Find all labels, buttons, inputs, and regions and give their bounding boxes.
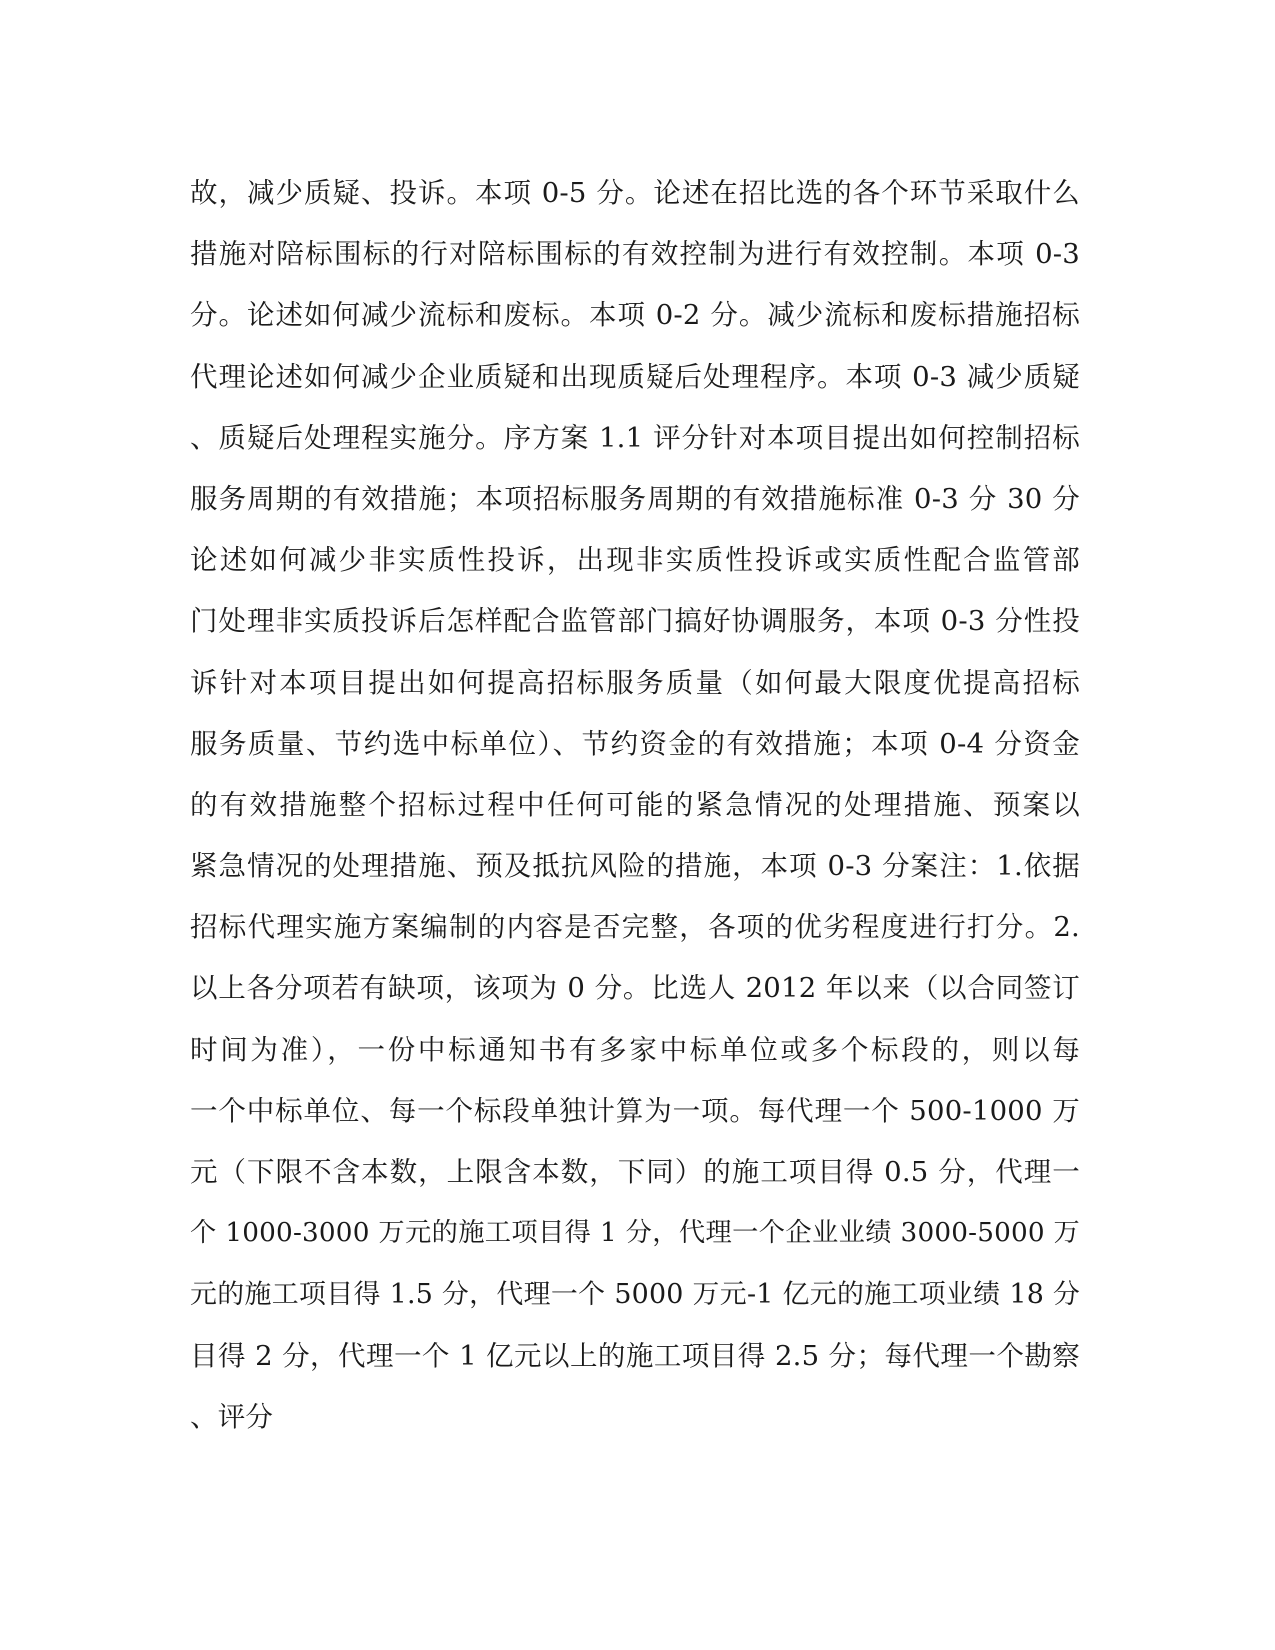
text-line: 服务周期的有效措施；本项招标服务周期的有效措施标准 0-3 分 30 分	[190, 482, 1080, 515]
text-line: 服务质量、节约选中标单位）、节约资金的有效措施；本项 0-4 分资金	[190, 727, 1080, 760]
text-line: 紧急情况的处理措施、预及抵抗风险的措施，本项 0-3 分案注：1.依据	[190, 850, 1080, 883]
text-line: 、质疑后处理程实施分。序方案 1.1 评分针对本项目提出如何控制招标	[190, 421, 1080, 454]
text-line: 招标代理实施方案编制的内容是否完整，各项的优劣程度进行打分。2.	[190, 911, 1080, 944]
text-line: 代理论述如何减少企业质疑和出现质疑后处理程序。本项 0-3 减少质疑	[190, 360, 1080, 393]
text-line: 故，减少质疑、投诉。本项 0-5 分。论述在招比选的各个环节采取什么	[190, 177, 1080, 209]
text-line: 一个中标单位、每一个标段单独计算为一项。每代理一个 500-1000 万	[190, 1094, 1080, 1127]
text-line: 诉针对本项目提出如何提高招标服务质量（如何最大限度优提高招标	[190, 666, 1080, 699]
text-line: 措施对陪标围标的行对陪标围标的有效控制为进行有效控制。本项 0-3	[190, 238, 1080, 271]
text-line: 分。论述如何减少流标和废标。本项 0-2 分。减少流标和废标措施招标	[190, 299, 1080, 332]
text-line: 门处理非实质投诉后怎样配合监管部门搞好协调服务，本项 0-3 分性投	[190, 605, 1080, 638]
text-line: 论述如何减少非实质性投诉，出现非实质性投诉或实质性配合监管部	[190, 544, 1080, 577]
body-text	[190, 163, 1080, 1448]
text-line: 的有效措施整个招标过程中任何可能的紧急情况的处理措施、预案以	[190, 788, 1080, 821]
text-line: 时间为准），一份中标通知书有多家中标单位或多个标段的，则以每	[190, 1033, 1080, 1066]
text-line: 、评分	[190, 1400, 274, 1433]
text-line: 个 1000-3000 万元的施工项目得 1 分，代理一个企业业绩 3000-5000 万	[190, 1218, 1080, 1249]
text-line: 元的施工项目得 1.5 分，代理一个 5000 万元-1 亿元的施工项业绩 18 分	[190, 1279, 1080, 1311]
text-line: 以上各分项若有缺项，该项为 0 分。比选人 2012 年以来（以合同签订	[190, 972, 1080, 1005]
text-line: 目得 2 分，代理一个 1 亿元以上的施工项目得 2.5 分；每代理一个勘察	[190, 1339, 1080, 1372]
text-line: 元（下限不含本数，上限含本数，下同）的施工项目得 0.5 分，代理一	[190, 1156, 1080, 1188]
